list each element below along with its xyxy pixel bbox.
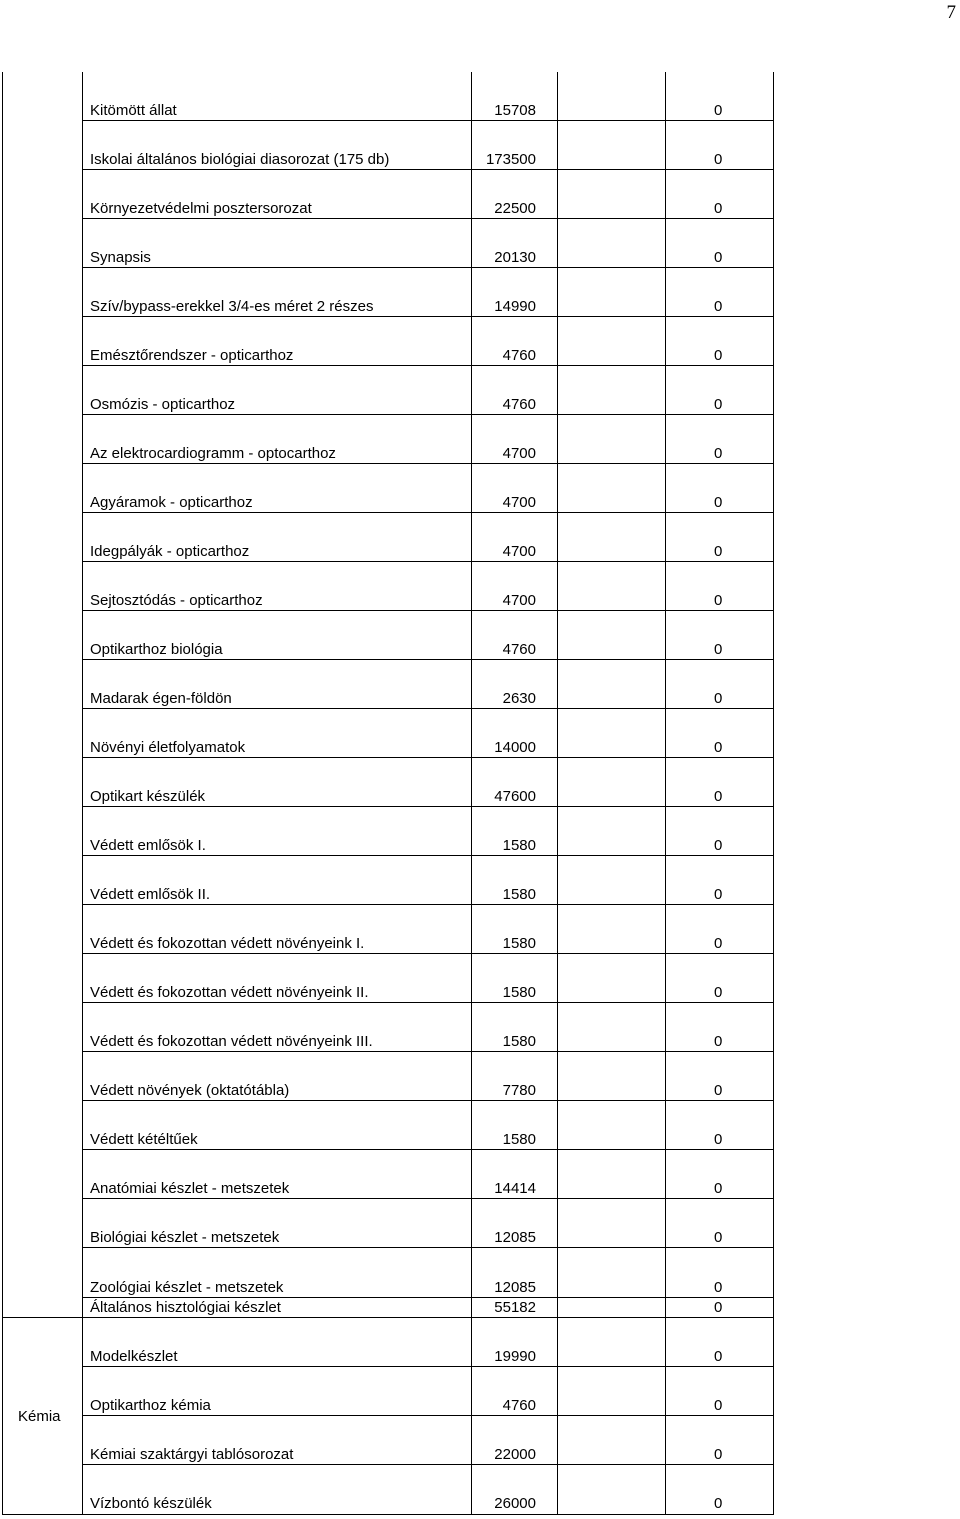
item-price: 22500 xyxy=(494,200,536,217)
item-quantity: 0 xyxy=(714,249,723,266)
row-divider xyxy=(82,414,774,415)
table-row xyxy=(0,1179,960,1199)
item-price: 1580 xyxy=(502,837,536,854)
row-divider xyxy=(82,463,774,464)
item-quantity: 0 xyxy=(714,347,723,364)
table-row xyxy=(0,493,960,513)
item-price: 1580 xyxy=(502,1131,536,1148)
item-quantity: 0 xyxy=(714,739,723,756)
item-name: Osmózis - opticarthoz xyxy=(90,396,236,413)
item-quantity: 0 xyxy=(714,837,723,854)
table-row xyxy=(0,1494,960,1514)
item-price: 7780 xyxy=(502,1082,536,1099)
item-price: 4760 xyxy=(502,1397,536,1414)
row-divider xyxy=(82,512,774,513)
item-quantity: 0 xyxy=(714,641,723,658)
row-divider xyxy=(82,561,774,562)
table-row xyxy=(0,1032,960,1052)
item-name: Optikarthoz kémia xyxy=(90,1397,211,1414)
table-row xyxy=(0,1298,960,1318)
item-price: 1580 xyxy=(502,1033,536,1050)
category-label-chemistry: Kémia xyxy=(18,1408,61,1425)
row-divider xyxy=(82,1464,774,1465)
item-name: Szív/bypass-erekkel 3/4-es méret 2 részes xyxy=(90,298,374,315)
table-row xyxy=(0,1396,960,1416)
row-divider xyxy=(82,806,774,807)
item-quantity: 0 xyxy=(714,151,723,168)
item-name: Emésztőrendszer - opticarthoz xyxy=(90,347,294,364)
item-quantity: 0 xyxy=(714,1279,723,1296)
table-row xyxy=(0,1081,960,1101)
item-name: Általános hisztológiai készlet xyxy=(90,1299,281,1316)
table-row xyxy=(0,248,960,268)
table-row xyxy=(0,591,960,611)
item-quantity: 0 xyxy=(714,1229,723,1246)
table-row xyxy=(0,689,960,709)
item-price: 1580 xyxy=(502,984,536,1001)
row-divider xyxy=(82,365,774,366)
table-row xyxy=(0,787,960,807)
item-name: Kémiai szaktárgyi tablósorozat xyxy=(90,1446,294,1463)
item-quantity: 0 xyxy=(714,1495,723,1512)
item-quantity: 0 xyxy=(714,396,723,413)
row-divider xyxy=(82,1149,774,1150)
item-name: Védett és fokozottan védett növényeink I. xyxy=(90,935,365,952)
item-quantity: 0 xyxy=(714,1180,723,1197)
row-divider xyxy=(82,169,774,170)
row-divider xyxy=(82,1247,774,1248)
table-row xyxy=(0,542,960,562)
item-price: 26000 xyxy=(494,1495,536,1512)
table-row xyxy=(0,444,960,464)
row-divider xyxy=(82,1366,774,1367)
row-divider xyxy=(82,316,774,317)
item-name: Védett növények (oktatótábla) xyxy=(90,1082,290,1099)
table-row xyxy=(0,1347,960,1367)
item-name: Vízbontó készülék xyxy=(90,1495,212,1512)
item-quantity: 0 xyxy=(714,886,723,903)
item-price: 1580 xyxy=(502,886,536,903)
table-row xyxy=(0,346,960,366)
table-row xyxy=(0,1130,960,1150)
item-name: Optikarthoz biológia xyxy=(90,641,223,658)
row-divider xyxy=(82,953,774,954)
row-divider xyxy=(82,855,774,856)
item-price: 4760 xyxy=(502,641,536,658)
item-quantity: 0 xyxy=(714,1299,723,1316)
item-price: 4700 xyxy=(502,592,536,609)
item-price: 22000 xyxy=(494,1446,536,1463)
table-row xyxy=(0,1445,960,1465)
item-quantity: 0 xyxy=(714,494,723,511)
row-divider xyxy=(82,1198,774,1199)
table-row xyxy=(0,150,960,170)
item-name: Zoológiai készlet - metszetek xyxy=(90,1279,284,1296)
row-divider xyxy=(82,120,774,121)
item-price: 19990 xyxy=(494,1348,536,1365)
item-name: Növényi életfolyamatok xyxy=(90,739,246,756)
item-name: Védett emlősök I. xyxy=(90,837,206,854)
item-quantity: 0 xyxy=(714,1131,723,1148)
item-quantity: 0 xyxy=(714,1033,723,1050)
item-quantity: 0 xyxy=(714,788,723,805)
row-divider xyxy=(82,904,774,905)
item-name: Madarak égen-földön xyxy=(90,690,232,707)
item-price: 55182 xyxy=(494,1299,536,1316)
item-price: 4700 xyxy=(502,445,536,462)
table-row xyxy=(0,395,960,415)
table-row xyxy=(0,836,960,856)
item-name: Iskolai általános biológiai diasorozat (175 db) xyxy=(90,151,390,168)
item-name: Idegpályák - opticarthoz xyxy=(90,543,250,560)
item-name: Biológiai készlet - metszetek xyxy=(90,1229,280,1246)
item-quantity: 0 xyxy=(714,445,723,462)
item-quantity: 0 xyxy=(714,200,723,217)
item-price: 2630 xyxy=(502,690,536,707)
item-price: 173500 xyxy=(485,151,536,168)
table-row xyxy=(0,1228,960,1248)
item-quantity: 0 xyxy=(714,935,723,952)
row-divider xyxy=(82,218,774,219)
item-name: Védett és fokozottan védett növényeink III. xyxy=(90,1033,373,1050)
item-name: Modelkészlet xyxy=(90,1348,178,1365)
row-divider xyxy=(82,1514,774,1515)
item-name: Synapsis xyxy=(90,249,151,266)
item-quantity: 0 xyxy=(714,1348,723,1365)
item-price: 1580 xyxy=(502,935,536,952)
item-quantity: 0 xyxy=(714,1082,723,1099)
item-quantity: 0 xyxy=(714,102,723,119)
item-name: Az elektrocardiogramm - optocarthoz xyxy=(90,445,336,462)
item-quantity: 0 xyxy=(714,1446,723,1463)
item-name: Környezetvédelmi posztersorozat xyxy=(90,200,312,217)
item-quantity: 0 xyxy=(714,592,723,609)
item-name: Optikart készülék xyxy=(90,788,206,805)
item-name: Védett emlősök II. xyxy=(90,886,211,903)
category-cell-border xyxy=(2,1514,82,1515)
table-row xyxy=(0,297,960,317)
row-divider xyxy=(82,1317,774,1318)
item-price: 20130 xyxy=(494,249,536,266)
row-divider xyxy=(82,1415,774,1416)
item-price: 14000 xyxy=(494,739,536,756)
item-quantity: 0 xyxy=(714,298,723,315)
item-name: Anatómiai készlet - metszetek xyxy=(90,1180,290,1197)
table-row xyxy=(0,1278,960,1298)
row-divider xyxy=(82,610,774,611)
table-row xyxy=(0,199,960,219)
row-divider xyxy=(82,1100,774,1101)
item-quantity: 0 xyxy=(714,1397,723,1414)
item-price: 47600 xyxy=(494,788,536,805)
item-price: 14414 xyxy=(494,1180,536,1197)
row-divider xyxy=(82,1051,774,1052)
item-quantity: 0 xyxy=(714,984,723,1001)
item-name: Kitömött állat xyxy=(90,102,177,119)
item-price: 15708 xyxy=(494,102,536,119)
item-price: 14990 xyxy=(494,298,536,315)
item-name: Sejtosztódás - opticarthoz xyxy=(90,592,263,609)
item-price: 4760 xyxy=(502,347,536,364)
row-divider xyxy=(82,1002,774,1003)
item-price: 4700 xyxy=(502,543,536,560)
table-row xyxy=(0,983,960,1003)
item-name: Védett és fokozottan védett növényeink II. xyxy=(90,984,369,1001)
row-divider xyxy=(82,708,774,709)
row-divider xyxy=(82,267,774,268)
item-name: Védett kétéltűek xyxy=(90,1131,198,1148)
item-quantity: 0 xyxy=(714,543,723,560)
item-quantity: 0 xyxy=(714,690,723,707)
item-price: 4700 xyxy=(502,494,536,511)
row-divider xyxy=(82,757,774,758)
item-price: 12085 xyxy=(494,1229,536,1246)
item-price: 12085 xyxy=(494,1279,536,1296)
page-number: 7 xyxy=(946,2,956,23)
table-row xyxy=(0,101,960,121)
item-name: Agyáramok - opticarthoz xyxy=(90,494,253,511)
row-divider xyxy=(82,659,774,660)
table-row xyxy=(0,738,960,758)
table-row xyxy=(0,885,960,905)
item-price: 4760 xyxy=(502,396,536,413)
table-row xyxy=(0,640,960,660)
table-row xyxy=(0,934,960,954)
